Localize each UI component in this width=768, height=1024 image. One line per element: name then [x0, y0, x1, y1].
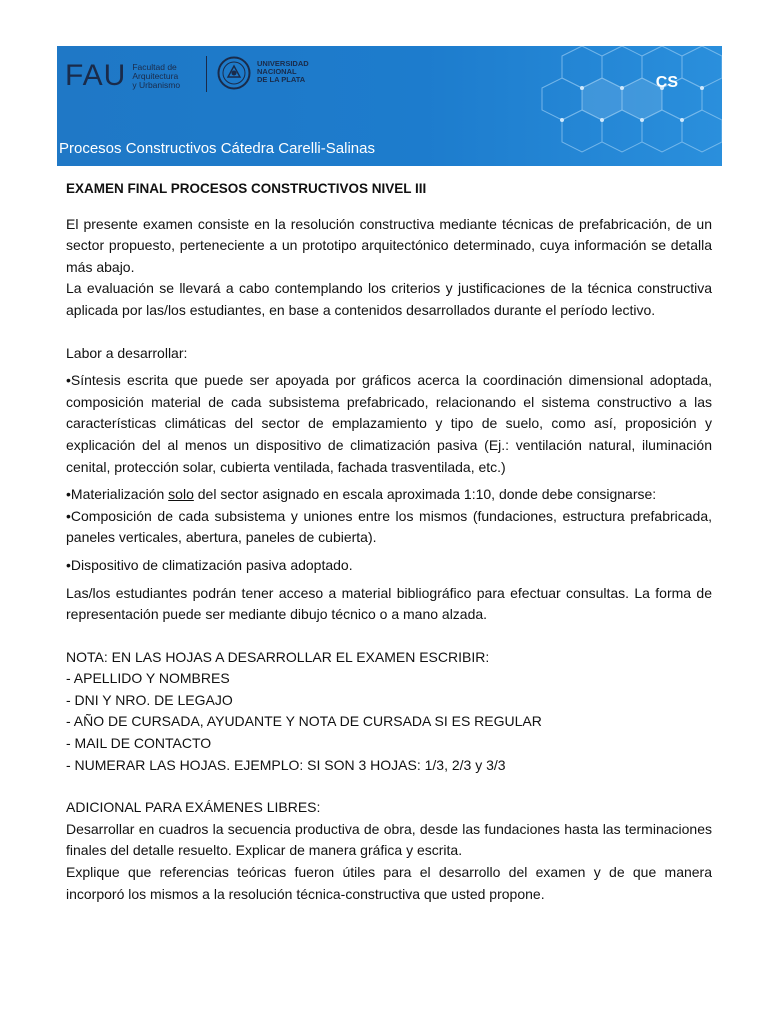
unlp-line: NACIONAL [257, 67, 297, 76]
unlp-line: UNIVERSIDAD [257, 59, 309, 68]
access-paragraph: Las/los estudiantes podrán tener acceso a material bibliográfico para efectuar consultas. La forma de representación puede ser mediante dibujo técnico o a mano alzada. [66, 584, 712, 623]
fau-logo-mark: FAU [65, 59, 127, 92]
cs-badge: CS [655, 74, 678, 91]
labor-heading: Labor a desarrollar: [66, 344, 188, 361]
nota-item: - APELLIDO Y NOMBRES [66, 670, 230, 687]
bullet-text: •Materialización [66, 486, 169, 503]
nota-item: - AÑO DE CURSADA, AYUDANTE Y NOTA DE CURSADA SI ES REGULAR [66, 713, 542, 730]
adicional-paragraph-1: Desarrollar en cuadros la secuencia productiva de obra, desde las fundaciones hasta las terminaciones finales del detalle resuelto. Explicar de manera gráfica y escrita. [66, 820, 712, 859]
fau-line: Arquitectura [132, 70, 179, 81]
hexagon-pattern-icon [522, 46, 722, 166]
nota-item: - NUMERAR LAS HOJAS. EJEMPLO: SI SON 3 HOJAS: 1/3, 2/3 y 3/3 [66, 756, 506, 773]
underlined-word: solo [168, 486, 194, 503]
bullet-composition: •Composición de cada subsistema y uniones entre los mismos (fundaciones, estructura prefabricada, paneles verticales, abertura, paneles de cubierta). [66, 507, 712, 546]
logo-divider [206, 56, 207, 92]
adicional-paragraph-2: Explique que referencias teóricas fueron útiles para el desarrollo del examen y de que manera incorporó los mismos a la resolución técnica-constructiva que usted propone. [66, 864, 712, 902]
bullet-materialization [66, 484, 712, 506]
unlp-seal-icon [217, 56, 251, 90]
nota-heading: NOTA: EN LAS HOJAS A DESARROLLAR EL EXAMEN ESCRIBIR: [66, 648, 490, 665]
fau-logo [65, 60, 180, 92]
nota-item: - MAIL DE CONTACTO [66, 735, 212, 752]
evaluation-paragraph: La evaluación se llevará a cabo contemplando los criterios y justificaciones de la técnica constructiva aplicada por las/los estudiantes, en base a contenidos desarrollados durante el período lectivo. [66, 280, 712, 318]
document-title: EXAMEN FINAL PROCESOS CONSTRUCTIVOS NIVEL III [66, 181, 427, 196]
fau-line: y Urbanismo [132, 79, 181, 90]
nota-item: - DNI Y NRO. DE LEGAJO [66, 691, 233, 708]
fau-logo-text [132, 63, 180, 90]
bullet-synthesis: •Síntesis escrita que puede ser apoyada por gráficos acerca la coordinación dimensional adoptada, composición material de cada subsistema prefabricado, relacionando el sistema constructivo a las características climáticas del sector de emplazamiento y tipo de suelo, como así, proposición y explicación del al menos un dispositivo de climatización pasiva (Ej.: ventilación natural, iluminación cenital, protección solar, cubierta ventilada, fachada trasventilada, etc.) [66, 372, 712, 475]
unlp-logo-text [257, 60, 309, 84]
bullet-text: del sector asignado en escala aproximada 1:10, donde debe consignarse: [193, 486, 657, 503]
header-banner [57, 46, 722, 166]
document-body [66, 178, 712, 905]
bullet-device: •Dispositivo de climatización pasiva adoptado. [66, 556, 353, 573]
adicional-heading: ADICIONAL PARA EXÁMENES LIBRES: [66, 799, 321, 816]
banner-caption: Procesos Constructivos Cátedra Carelli-Salinas [59, 140, 375, 157]
fau-line: Facultad de [132, 61, 177, 72]
unlp-line: DE LA PLATA [257, 75, 306, 84]
intro-paragraph: El presente examen consiste en la resolución constructiva mediante técnicas de prefabricación, de un sector propuesto, perteneciente a un prototipo arquitectónico determinado, cuya información se detalla más abajo. [66, 215, 712, 275]
